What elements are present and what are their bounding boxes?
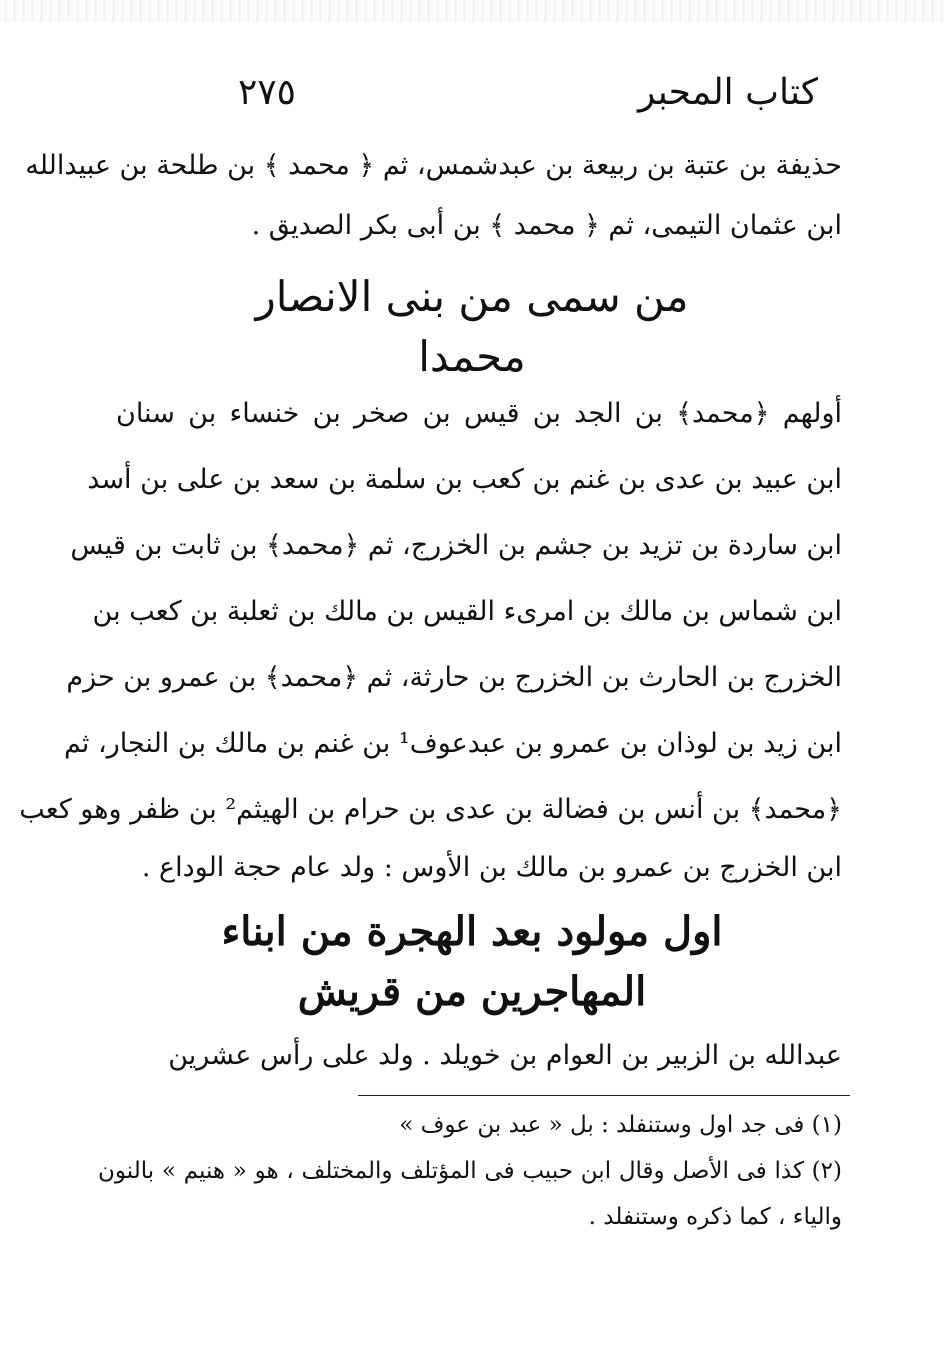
text-line: عبدالله بن الزبير بن العوام بن خويلد . ولد على رأس عشرين: [168, 1040, 842, 1071]
text-line: ابن شماس بن مالك بن امرىء القيس بن مالك بن ثعلبة بن كعب بن: [92, 596, 842, 627]
footnote: والياء ، كما ذكره وستنفلد .: [588, 1204, 842, 1230]
section-heading: من سمى من بنى الانصار: [255, 272, 689, 321]
text-line: ابن زيد بن لوذان بن عمرو بن عبدعوف¹ بن غنم بن مالك بن النجار، ثم: [63, 728, 842, 759]
text-line: ابن الخزرج بن عمرو بن مالك بن الأوس : ولد عام حجة الوداع .: [141, 852, 842, 883]
text-line: أولهم ﴿محمد﴾ بن الجد بن قيس بن صخر بن خنساء بن سنان: [116, 398, 842, 429]
running-header-title: كتاب المحبر: [637, 72, 818, 113]
text-line: ابن ساردة بن تزيد بن جشم بن الخزرج، ثم ﴿محمد﴾ بن ثابت بن قيس: [70, 530, 842, 561]
text-line: الخزرج بن الحارث بن الخزرج بن حارثة، ثم ﴿محمد﴾ بن عمرو بن حزم: [66, 662, 842, 693]
section-heading: اول مولود بعد الهجرة من ابناء: [221, 908, 723, 955]
section-heading: المهاجرين من قريش: [297, 968, 647, 1015]
text-line: ﴿محمد﴾ بن أنس بن فضالة بن عدى بن حرام بن الهيثم² بن ظفر وهو كعب: [19, 794, 842, 825]
section-heading: محمدا: [418, 332, 526, 381]
text-line: ابن عبيد بن عدى بن غنم بن كعب بن سلمة بن سعد بن على بن أسد: [87, 464, 842, 495]
footnote: (١) فى جد اول وستنفلد : بل « عبد بن عوف »: [399, 1112, 842, 1138]
text-line: ابن عثمان التيمى، ثم ﴿ محمد ﴾ بن أبى بكر الصديق .: [251, 210, 842, 241]
text-line: حذيفة بن عتبة بن ربيعة بن عبدشمس، ثم ﴿ محمد ﴾ بن طلحة بن عبيدالله: [25, 150, 842, 181]
page-number: ٢٧٥: [238, 72, 297, 113]
scan-edge-noise: [0, 0, 944, 22]
footnote: (٢) كذا فى الأصل وقال ابن حبيب فى المؤتلف والمختلف ، هو « هنيم » بالنون: [98, 1158, 842, 1184]
footnote-divider: [358, 1095, 850, 1096]
